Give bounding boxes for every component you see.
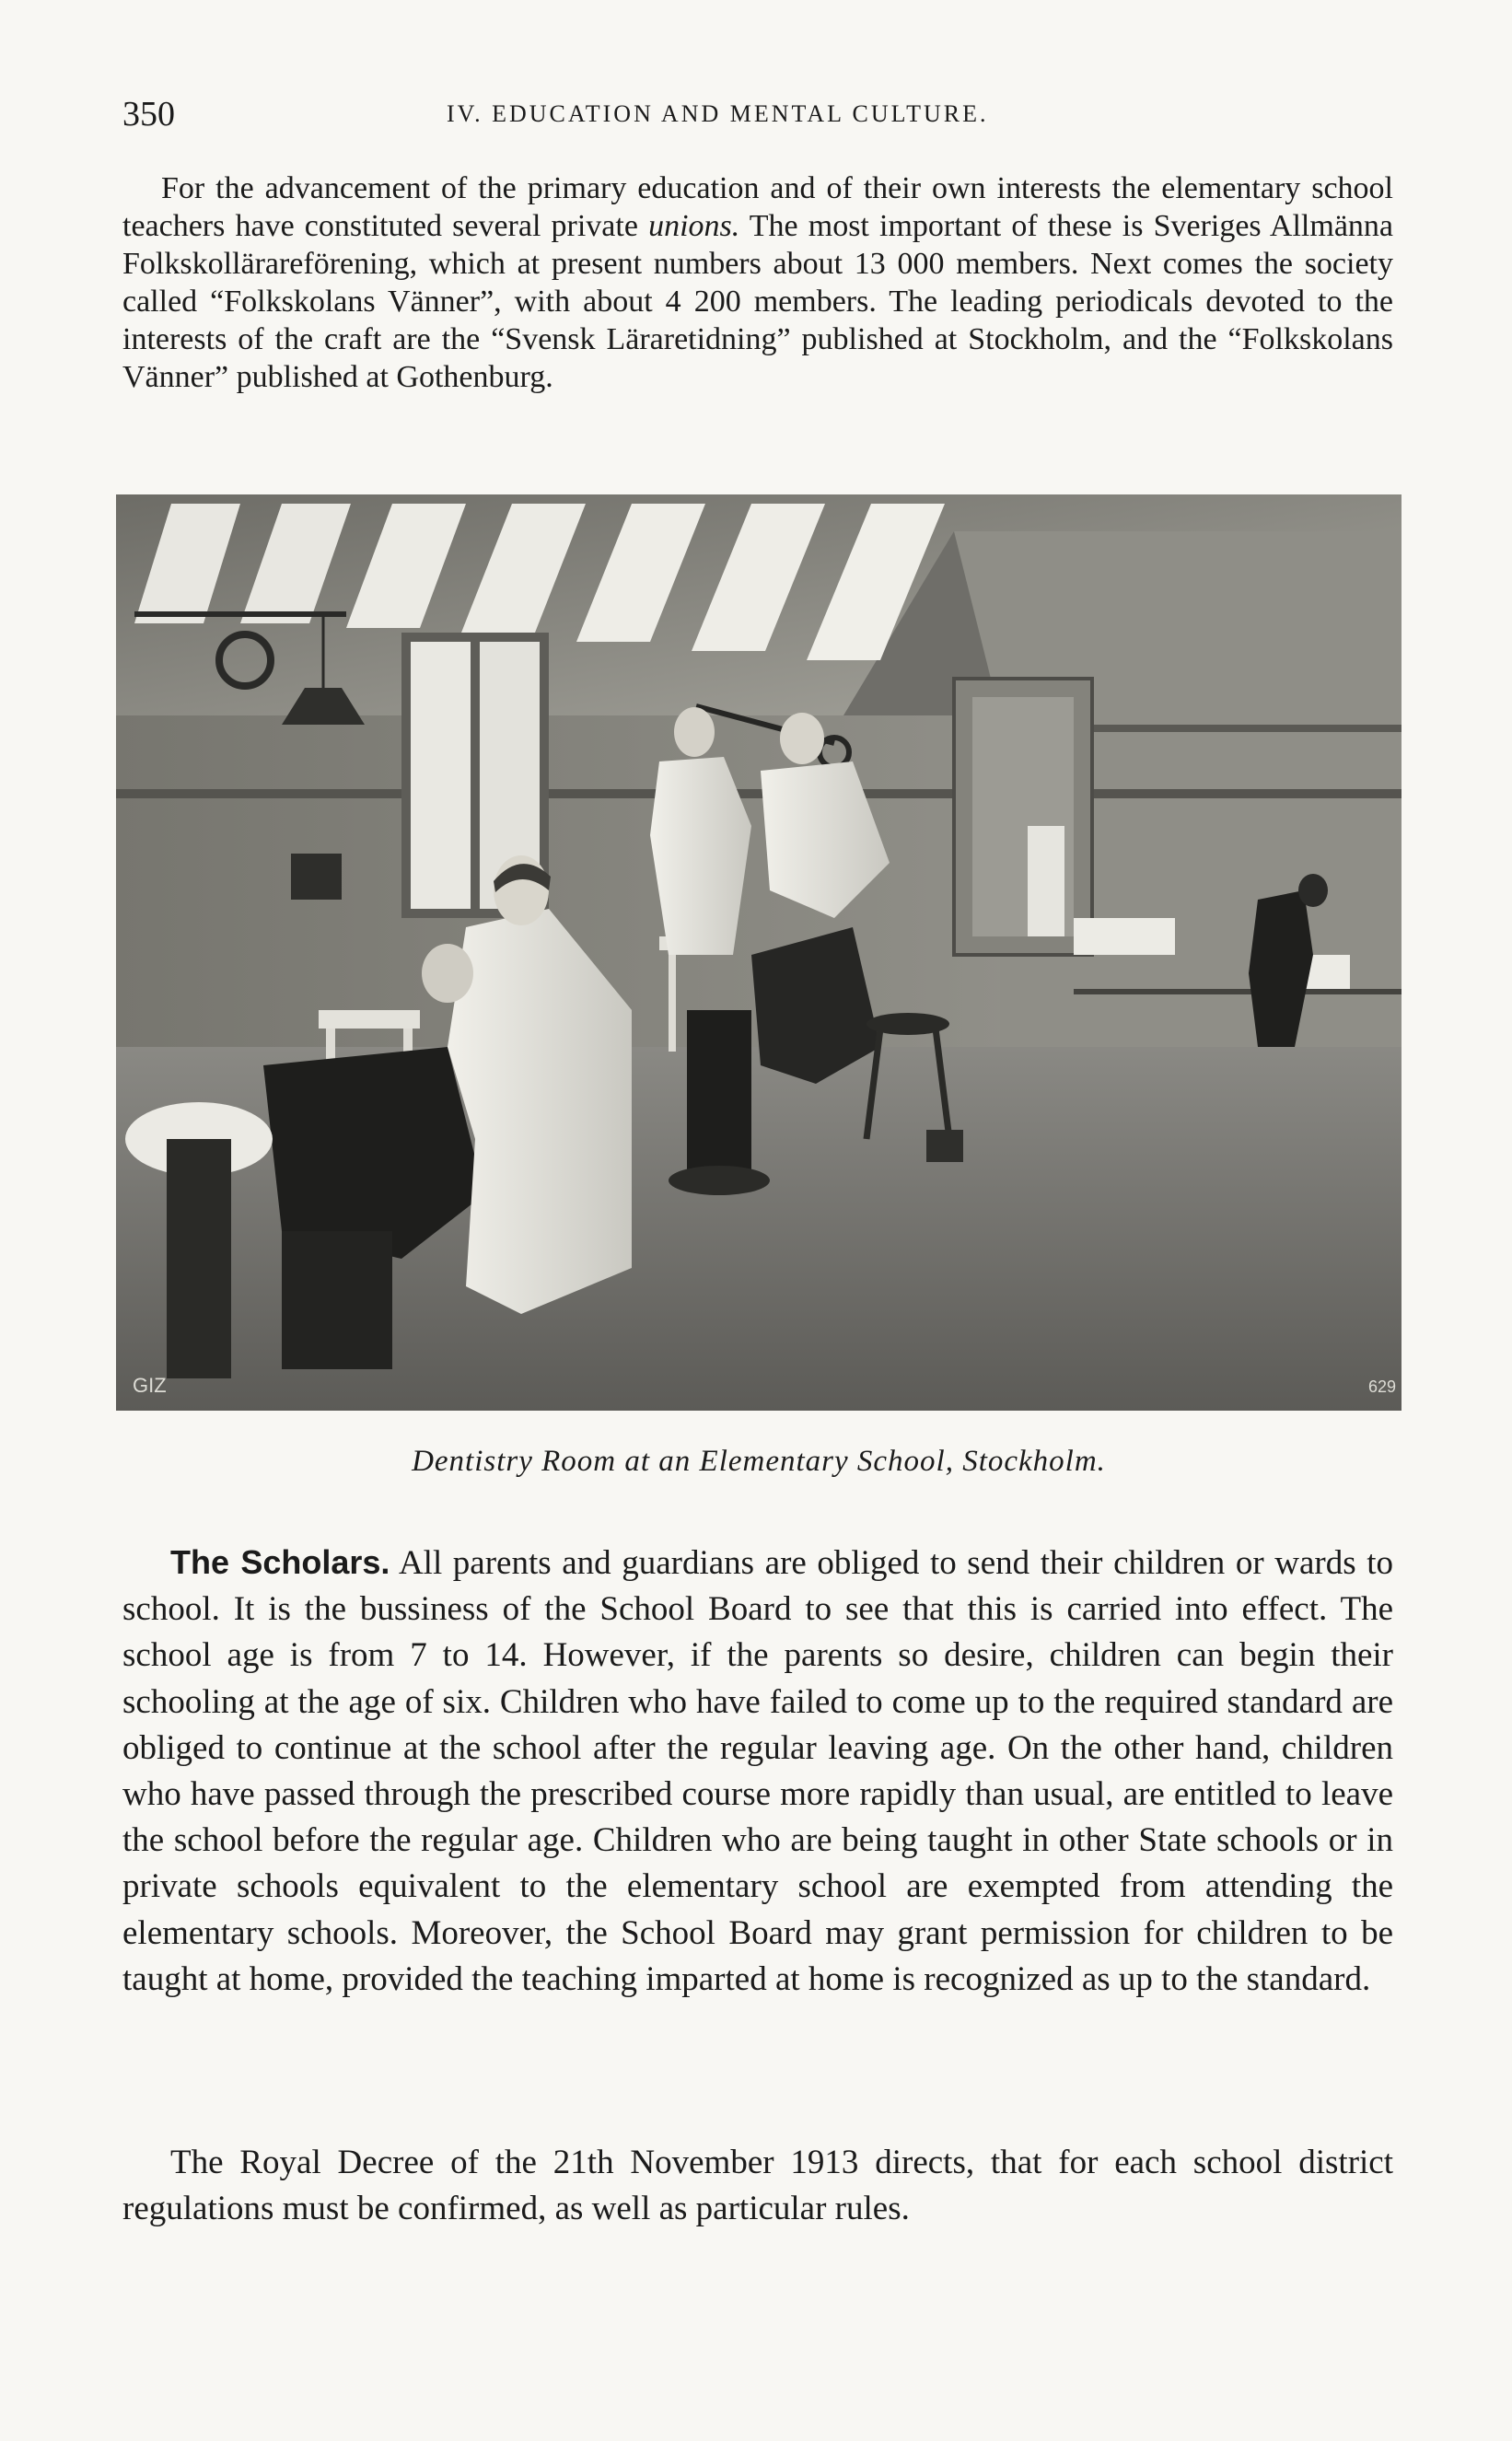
dentist-back-head [780, 713, 824, 764]
side-table-center-leg [669, 950, 676, 1052]
paragraph-unions-text-start: For the advancement of the primary education and of their own interests the elementary school teachers have constituted several private [122, 171, 1393, 243]
unions-emphasis: unions. [648, 209, 740, 243]
side-table-left [319, 1010, 420, 1029]
dentistry-room-photo [116, 494, 1402, 1411]
patient-front-head [422, 944, 473, 1003]
window-glass-left [411, 642, 471, 909]
assistant-head [674, 707, 715, 757]
paragraph-scholars [122, 1540, 1393, 2003]
dentistry-room-illustration [116, 494, 1402, 1411]
boy-head [1298, 874, 1328, 907]
wall-rail [116, 789, 1402, 798]
figure-caption: Dentistry Room at an Elementary School, Stockholm. [412, 1445, 1106, 1478]
section-heading-scholars: The Scholars. [170, 1543, 390, 1581]
paragraph-scholars-text: All parents and guardians are obliged to send their children or wards to school. It is the bussiness of the School Board to see that this is carried into effect. The school age is from 7 to 14. However, if the parents so desire, children can begin their schooling at the age of six. Children who have failed to come up to the required standard are obliged to continue at the school after the regular leaving age. On the other hand, children who have passed through the prescribed course more rapidly than usual, are entitled to leave the school before the regular age. Children who are being taught in other State schools or in private schools equivalent to the elementary school are exempted from attending the elementary schools. Moreover, the School Board may grant permission for children to be taught at home, provided the teaching imparted at home is recognized as up to the standard. [122, 1544, 1393, 1998]
chapter-title: IV. EDUCATION AND MENTAL CULTURE. [447, 100, 989, 127]
paragraph-unions-text-end: The most important of these is Sveriges Allmänna Folkskollärareförening, which at present numbers about 13 000 members. Next comes the society called “Folkskolans Vänner”, with about 4 200 members. The leading periodicals devoted to the interests of the craft are the “Svensk Läraretidning” published at Stockholm, and the “Folkskolans Vänner” published at Gothenburg. [122, 209, 1393, 394]
page-number: 350 [122, 95, 175, 134]
towel [1028, 826, 1064, 936]
chair-base-front [282, 1231, 392, 1369]
photo-mark-left: GIZ [133, 1374, 167, 1397]
chair-pedestal-foot [669, 1166, 770, 1195]
paragraph-unions [122, 169, 1393, 396]
paragraph-decree-text: The Royal Decree of the 21th November 1913 directs, that for each school district regulations must be confirmed, as well as particular rules. [122, 2144, 1393, 2228]
paragraph-royal-decree [122, 2140, 1393, 2232]
photo-mark-right: 629 [1368, 1377, 1397, 1396]
wash-basin-left [1074, 918, 1175, 955]
wall-instrument-panel [291, 854, 342, 900]
chair-pedestal-back [687, 1010, 751, 1176]
floor-pail [926, 1130, 963, 1162]
running-head [122, 90, 1393, 138]
spittoon-stand [167, 1139, 231, 1378]
